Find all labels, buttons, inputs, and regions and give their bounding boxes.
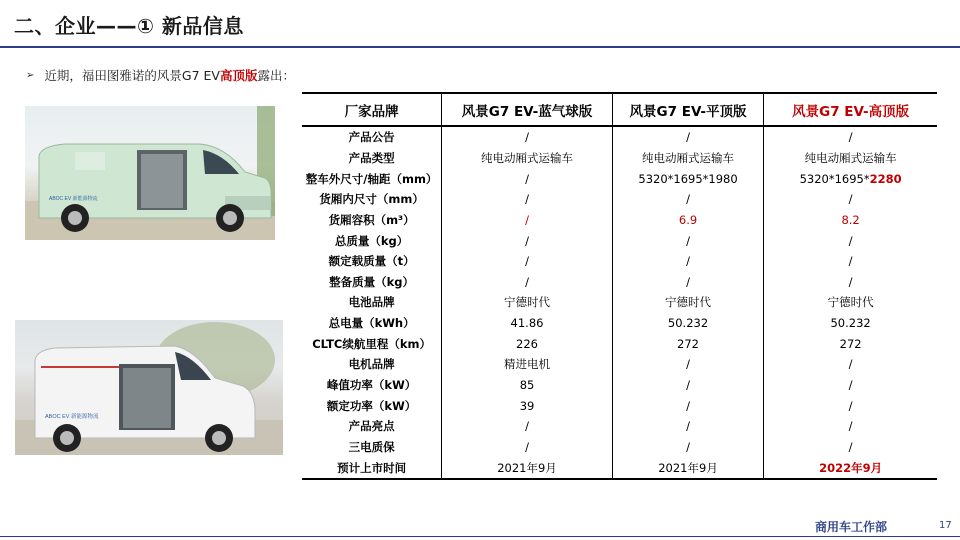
row-label: 三电质保 bbox=[348, 439, 395, 454]
footer-divider bbox=[0, 536, 960, 537]
van1-decal: ABOC EV 新能源物流 bbox=[49, 196, 98, 202]
dimension-value: 5320*1695* bbox=[799, 171, 870, 186]
cell-flat-roof: 50.232 bbox=[612, 313, 763, 334]
cell-high-roof: / bbox=[764, 375, 937, 396]
table-row bbox=[302, 230, 937, 251]
row-label: 产品类型 bbox=[348, 150, 395, 165]
cell-flat-roof: 272 bbox=[612, 333, 763, 354]
cell-flat-roof: / bbox=[612, 251, 763, 272]
table-row bbox=[302, 395, 937, 416]
row-label: CLTC续航里程（km） bbox=[312, 336, 431, 351]
cell-blue-balloon: 2021年9月 bbox=[442, 457, 613, 479]
cell-blue-balloon: / bbox=[442, 251, 613, 272]
row-label: 货厢容积（m³） bbox=[328, 212, 415, 227]
cell-blue-balloon: 85 bbox=[442, 375, 613, 396]
footer-department: 商用车工作部 bbox=[815, 520, 888, 534]
row-label: 总质量（kg） bbox=[334, 233, 409, 248]
green-van-illustration bbox=[25, 106, 275, 240]
cell-blue-balloon: 41.86 bbox=[442, 313, 613, 334]
cell-high-roof: / bbox=[764, 251, 937, 272]
cell-flat-roof: / bbox=[612, 354, 763, 375]
row-label: 整车外尺寸/轴距（mm） bbox=[305, 171, 438, 186]
row-label: 额定功率（kW） bbox=[326, 398, 417, 413]
spec-table-header-row bbox=[302, 93, 937, 126]
table-row bbox=[302, 354, 937, 375]
table-row bbox=[302, 251, 937, 272]
cell-flat-roof: 纯电动厢式运输车 bbox=[612, 148, 763, 169]
height-highlight: 2280 bbox=[869, 171, 902, 186]
row-label: 产品公告 bbox=[348, 130, 395, 145]
intro-text bbox=[44, 66, 295, 84]
cell-blue-balloon: / bbox=[442, 189, 613, 210]
cell-flat-roof: / bbox=[612, 230, 763, 251]
cell-high-roof: / bbox=[764, 230, 937, 251]
cell-blue-balloon: 纯电动厢式运输车 bbox=[442, 148, 613, 169]
spec-table bbox=[302, 92, 937, 480]
row-label: 电池品牌 bbox=[348, 295, 395, 310]
van-photo-blue-balloon bbox=[25, 106, 275, 240]
cell-blue-balloon: 39 bbox=[442, 395, 613, 416]
table-row bbox=[302, 271, 937, 292]
cell-blue-balloon: 宁德时代 bbox=[442, 292, 613, 313]
cell-high-roof: 纯电动厢式运输车 bbox=[764, 148, 937, 169]
cell-flat-roof: 宁德时代 bbox=[612, 292, 763, 313]
cell-high-roof: / bbox=[764, 437, 937, 458]
cell-flat-roof: 5320*1695*1980 bbox=[612, 168, 763, 189]
cell-blue-balloon: / bbox=[442, 416, 613, 437]
intro-suffix: 露出： bbox=[257, 68, 295, 83]
van-photo-high-roof bbox=[15, 320, 283, 455]
cell-high-roof: 8.2 bbox=[764, 210, 937, 231]
table-row bbox=[302, 416, 937, 437]
cell-high-roof: / bbox=[764, 189, 937, 210]
table-row bbox=[302, 375, 937, 396]
table-row bbox=[302, 210, 937, 231]
cell-flat-roof: / bbox=[612, 416, 763, 437]
header-brand: 厂家品牌 bbox=[302, 93, 442, 126]
white-van-illustration bbox=[15, 320, 283, 455]
cell-blue-balloon: / bbox=[442, 126, 613, 148]
page-title: 二、企业——① 新品信息 bbox=[14, 14, 244, 38]
row-label: 货厢内尺寸（mm） bbox=[319, 192, 424, 207]
table-row bbox=[302, 313, 937, 334]
row-label: 电机品牌 bbox=[348, 357, 395, 372]
cell-flat-roof: / bbox=[612, 375, 763, 396]
table-row bbox=[302, 437, 937, 458]
row-label: 总电量（kWh） bbox=[328, 316, 415, 331]
table-row bbox=[302, 457, 937, 479]
cell-blue-balloon: / bbox=[442, 168, 613, 189]
header-blue-balloon: 风景G7 EV-蓝气球版 bbox=[442, 93, 613, 126]
cell-flat-roof: / bbox=[612, 189, 763, 210]
row-label: 产品亮点 bbox=[348, 419, 395, 434]
cell-high-roof: / bbox=[764, 126, 937, 148]
cell-high-roof: / bbox=[764, 416, 937, 437]
cell-high-roof: / bbox=[764, 395, 937, 416]
cell-flat-roof: / bbox=[612, 437, 763, 458]
van2-decal: ABOC EV 新能源物流 bbox=[45, 414, 99, 420]
cell-blue-balloon: / bbox=[442, 230, 613, 251]
row-label: 峰值功率（kW） bbox=[326, 378, 417, 392]
table-row bbox=[302, 126, 937, 148]
cell-blue-balloon: 精进电机 bbox=[442, 354, 613, 375]
cell-high-roof: 宁德时代 bbox=[764, 292, 937, 313]
title-divider bbox=[0, 46, 960, 48]
cell-blue-balloon: 226 bbox=[442, 333, 613, 354]
table-row bbox=[302, 168, 937, 189]
cell-blue-balloon: / bbox=[442, 437, 613, 458]
cell-high-roof: 2022年9月 bbox=[764, 457, 937, 479]
intro-prefix: 近期，福田图雅诺的风景G7 EV bbox=[44, 68, 220, 83]
cell-high-roof: 50.232 bbox=[764, 313, 937, 334]
cell-high-roof: / bbox=[764, 354, 937, 375]
table-row bbox=[302, 333, 937, 354]
cell-flat-roof: / bbox=[612, 271, 763, 292]
cell-blue-balloon: / bbox=[442, 210, 613, 231]
header-high-roof: 风景G7 EV-高顶版 bbox=[764, 93, 937, 126]
bullet-arrow-icon: ➢ bbox=[26, 69, 35, 81]
cell-high-roof: 272 bbox=[764, 333, 937, 354]
cell-flat-roof: / bbox=[612, 126, 763, 148]
cell-high-roof: / bbox=[764, 271, 937, 292]
cell-high-roof bbox=[764, 168, 937, 189]
cell-flat-roof: 6.9 bbox=[612, 210, 763, 231]
cell-blue-balloon: / bbox=[442, 271, 613, 292]
table-row bbox=[302, 148, 937, 169]
row-label: 整备质量（kg） bbox=[329, 274, 415, 289]
table-row bbox=[302, 189, 937, 210]
page-number: 17 bbox=[939, 520, 952, 531]
row-label: 额定载质量（t） bbox=[328, 254, 415, 269]
intro-bullet bbox=[26, 66, 295, 84]
header-flat-roof: 风景G7 EV-平顶版 bbox=[612, 93, 763, 126]
row-label: 预计上市时间 bbox=[302, 457, 442, 479]
table-row bbox=[302, 292, 937, 313]
cell-flat-roof: / bbox=[612, 395, 763, 416]
cell-flat-roof: 2021年9月 bbox=[612, 457, 763, 479]
intro-highlight: 高顶版 bbox=[219, 68, 258, 83]
